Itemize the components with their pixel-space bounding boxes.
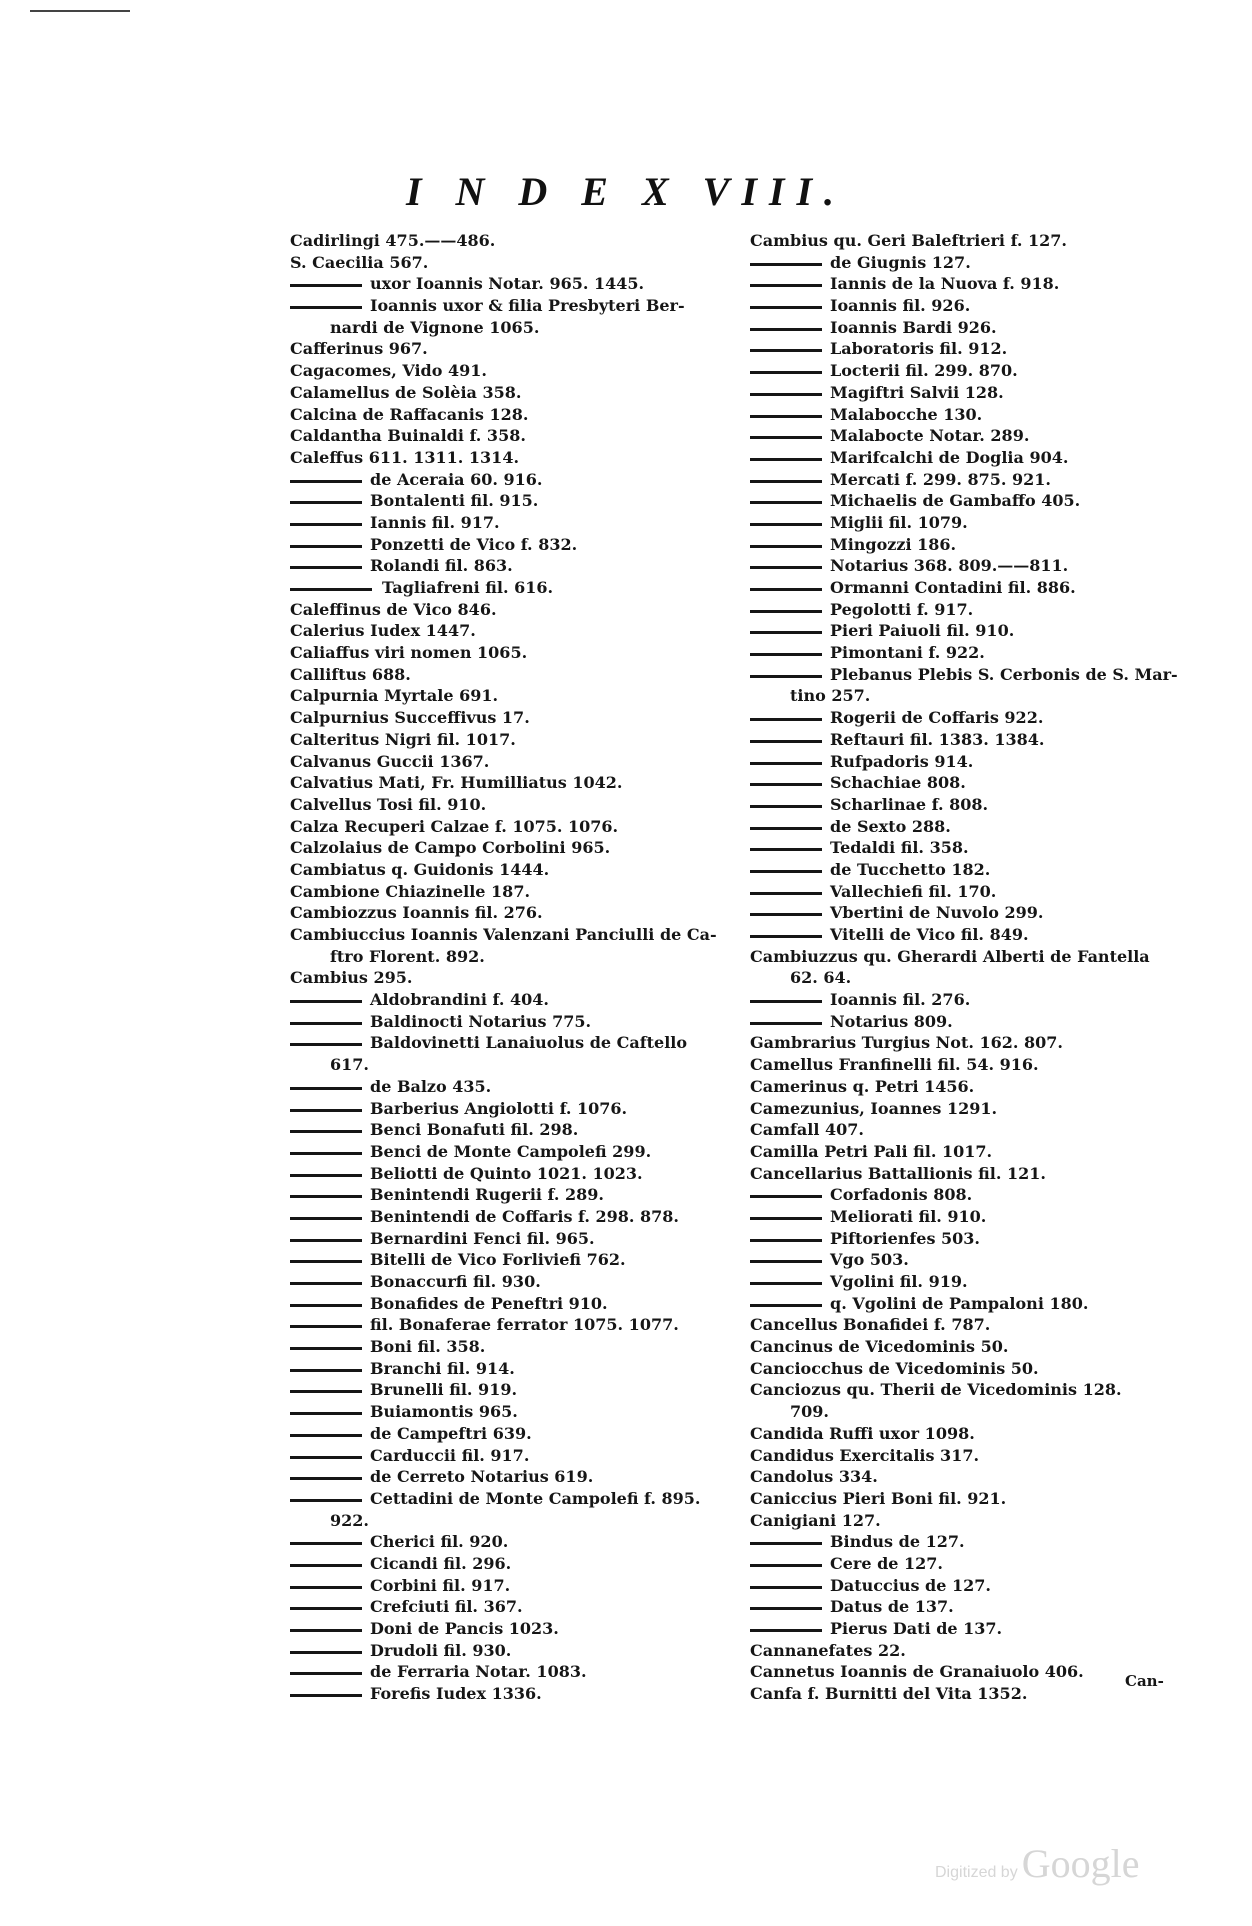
index-entry: Carduccii fil. 917. — [290, 1445, 730, 1467]
index-entry: Schachiae 808. — [750, 772, 1170, 794]
index-entry: Barberius Angiolotti f. 1076. — [290, 1098, 730, 1120]
index-entry: Malabocche 130. — [750, 404, 1170, 426]
index-entry: Tedaldi fil. 358. — [750, 837, 1170, 859]
index-entry: Forefis Iudex 1336. — [290, 1683, 730, 1705]
page-header — [0, 168, 1252, 215]
index-entry: Cambiozzus Ioannis fil. 276. — [290, 903, 543, 923]
index-left-column — [290, 230, 730, 1705]
index-entry: Benintendi Rugerii f. 289. — [290, 1184, 730, 1206]
index-entry: Cancellus Bonafidei f. 787. — [750, 1315, 991, 1335]
index-entry: Cadirlingi 475.——486. — [290, 231, 496, 250]
index-entry: Baldinocti Notarius 775. — [290, 1011, 730, 1033]
index-entry: Cannanefates 22. — [750, 1640, 906, 1660]
index-entry: Baldovinetti Lanaiuolus de Caftello — [290, 1032, 730, 1054]
index-entry: Datus de 137. — [750, 1596, 1170, 1618]
index-entry: Cambiuzzus qu. Gherardi Alberti de Fantella — [750, 946, 1150, 966]
index-entry: Bitelli de Vico Forliviefi 762. — [290, 1249, 730, 1271]
index-entry: Aldobrandini f. 404. — [290, 989, 730, 1011]
index-entry: Bonafides de Peneftri 910. — [290, 1293, 730, 1315]
index-entry: Meliorati fil. 910. — [750, 1206, 1170, 1228]
index-entry: Buiamontis 965. — [290, 1401, 730, 1423]
index-entry: Ormanni Contadini fil. 886. — [750, 577, 1170, 599]
index-entry: Drudoli fil. 930. — [290, 1640, 730, 1662]
index-entry: q. Vgolini de Pampaloni 180. — [750, 1293, 1170, 1315]
index-entry: Calvanus Guccii 1367. — [290, 751, 490, 771]
index-entry: 62. 64. — [790, 968, 852, 988]
index-entry: 922. — [330, 1510, 369, 1530]
index-entry: Calerius Iudex 1447. — [290, 621, 476, 641]
index-entry: Cere de 127. — [750, 1553, 1170, 1575]
index-entry: Cettadini de Monte Campolefi f. 895. — [290, 1488, 730, 1510]
index-entry: Camerinus q. Petri 1456. — [750, 1076, 975, 1096]
header-title: I N D E X — [405, 169, 681, 214]
index-entry: Crefciuti fil. 367. — [290, 1596, 730, 1618]
index-entry: Mingozzi 186. — [750, 534, 1170, 556]
watermark — [935, 1840, 1139, 1887]
index-entry: Canigiani 127. — [750, 1510, 881, 1530]
index-entry: de Sexto 288. — [750, 816, 1170, 838]
index-entry: Boni fil. 358. — [290, 1336, 730, 1358]
index-entry: Cambiatus q. Guidonis 1444. — [290, 859, 550, 879]
index-entry: Vbertini de Nuvolo 299. — [750, 902, 1170, 924]
index-entry: de Ferraria Notar. 1083. — [290, 1661, 730, 1683]
index-entry: Mercati f. 299. 875. 921. — [750, 469, 1170, 491]
index-entry: Camilla Petri Pali fil. 1017. — [750, 1141, 993, 1161]
index-right-column — [750, 230, 1178, 1705]
index-entry: Ioannis fil. 926. — [750, 295, 1170, 317]
index-entry: de Giugnis 127. — [750, 252, 1170, 274]
index-entry: de Campeftri 639. — [290, 1423, 730, 1445]
index-entry: Bernardini Fenci fil. 965. — [290, 1228, 730, 1250]
index-entry: Rolandi fil. 863. — [290, 555, 730, 577]
index-entry: Vallechiefi fil. 170. — [750, 881, 1170, 903]
index-entry: 617. — [330, 1055, 369, 1075]
index-entry: Calpurnia Myrtale 691. — [290, 686, 499, 706]
index-entry: Magiftri Salvii 128. — [750, 382, 1170, 404]
index-entry: Pierus Dati de 137. — [750, 1618, 1170, 1640]
index-entry: Cafferinus 967. — [290, 339, 428, 359]
index-entry: Benci Bonafuti fil. 298. — [290, 1119, 730, 1141]
index-entry: Vgolini fil. 919. — [750, 1271, 1170, 1293]
watermark-brand: Google — [1021, 1841, 1140, 1886]
index-entry: Cambius 295. — [290, 968, 413, 988]
index-entry: Plebanus Plebis S. Cerbonis de S. Mar- — [750, 664, 1170, 686]
index-entry: S. Caecilia 567. — [290, 252, 429, 272]
index-entry: Caleffus 611. 1311. 1314. — [290, 447, 520, 467]
watermark-prefix: Digitized by — [935, 1864, 1018, 1881]
index-entry: Datuccius de 127. — [750, 1575, 1170, 1597]
index-entry: Benintendi de Coffaris f. 298. 878. — [290, 1206, 730, 1228]
index-entry: Canciozus qu. Therii de Vicedominis 128. — [750, 1380, 1122, 1400]
index-entry: tino 257. — [790, 686, 871, 706]
index-entry: Calvatius Mati, Fr. Humilliatus 1042. — [290, 773, 623, 793]
index-entry: fil. Bonaferae ferrator 1075. 1077. — [290, 1314, 730, 1336]
index-entry: Ioannis uxor & filia Presbyteri Ber- — [290, 295, 730, 317]
index-entry: Reftauri fil. 1383. 1384. — [750, 729, 1170, 751]
index-entry: Cherici fil. 920. — [290, 1531, 730, 1553]
index-entry: Bindus de 127. — [750, 1531, 1170, 1553]
index-entry: Cambius qu. Geri Baleftrieri f. 127. — [750, 231, 1067, 250]
index-entry: Calza Recuperi Calzae f. 1075. 1076. — [290, 816, 619, 836]
index-entry: Gambrarius Turgius Not. 162. 807. — [750, 1033, 1063, 1053]
index-entry: Calzolaius de Campo Corbolini 965. — [290, 838, 611, 858]
index-entry: Bontalenti fil. 915. — [290, 490, 730, 512]
index-entry: ftro Florent. 892. — [330, 946, 485, 966]
index-entry: Brunelli fil. 919. — [290, 1379, 730, 1401]
catchword: Can- — [1125, 1672, 1164, 1690]
index-entry: Cambione Chiazinelle 187. — [290, 881, 531, 901]
index-entry: Calamellus de Solèia 358. — [290, 382, 522, 402]
index-entry: Canfa f. Burnitti del Vita 1352. — [750, 1684, 1028, 1704]
index-entry: Bonaccurfi fil. 930. — [290, 1271, 730, 1293]
index-entry: Vgo 503. — [750, 1249, 1170, 1271]
index-entry: Candidus Exercitalis 317. — [750, 1445, 980, 1465]
index-entry: Pieri Paiuoli fil. 910. — [750, 620, 1170, 642]
index-entry: Rogerii de Coffaris 922. — [750, 707, 1170, 729]
index-entry: 709. — [790, 1402, 829, 1422]
index-entry: Corbini fil. 917. — [290, 1575, 730, 1597]
index-entry: Caniccius Pieri Boni fil. 921. — [750, 1488, 1007, 1508]
scan-edge-mark — [30, 10, 130, 12]
index-entry: Malabocte Notar. 289. — [750, 425, 1170, 447]
index-entry: Cicandi fil. 296. — [290, 1553, 730, 1575]
index-entry: Pegolotti f. 917. — [750, 599, 1170, 621]
index-entry: Caliaffus viri nomen 1065. — [290, 643, 528, 663]
index-entry: Miglii fil. 1079. — [750, 512, 1170, 534]
index-entry: Canciocchus de Vicedominis 50. — [750, 1358, 1039, 1378]
index-entry: Scharlinae f. 808. — [750, 794, 1170, 816]
header-roman: VIII. — [702, 169, 847, 214]
index-entry: Michaelis de Gambaffo 405. — [750, 490, 1170, 512]
index-entry: uxor Ioannis Notar. 965. 1445. — [290, 273, 730, 295]
index-entry: Ponzetti de Vico f. 832. — [290, 534, 730, 556]
index-entry: Vitelli de Vico fil. 849. — [750, 924, 1170, 946]
index-entry: Beliotti de Quinto 1021. 1023. — [290, 1163, 730, 1185]
index-entry: Ioannis Bardi 926. — [750, 317, 1170, 339]
index-entry: Calliftus 688. — [290, 664, 411, 684]
index-entry: Notarius 368. 809.——811. — [750, 555, 1170, 577]
index-entry: de Cerreto Notarius 619. — [290, 1466, 730, 1488]
index-entry: Camezunius, Ioannes 1291. — [750, 1098, 998, 1118]
index-entry: Calcina de Raffacanis 128. — [290, 404, 529, 424]
index-entry: Iannis de la Nuova f. 918. — [750, 273, 1170, 295]
index-entry: Notarius 809. — [750, 1011, 1170, 1033]
index-entry: Doni de Pancis 1023. — [290, 1618, 730, 1640]
index-entry: Calpurnius Succeffivus 17. — [290, 708, 530, 728]
index-entry: Cagacomes, Vido 491. — [290, 361, 487, 381]
index-entry: Candolus 334. — [750, 1467, 878, 1487]
index-entry: de Tucchetto 182. — [750, 859, 1170, 881]
index-entry: Tagliafreni fil. 616. — [290, 577, 730, 599]
index-entry: Laboratoris fil. 912. — [750, 338, 1170, 360]
index-entry: Caleffinus de Vico 846. — [290, 599, 497, 619]
index-entry: Caldantha Buinaldi f. 358. — [290, 426, 526, 446]
index-entry: Piftorienfes 503. — [750, 1228, 1170, 1250]
index-entry: de Balzo 435. — [290, 1076, 730, 1098]
index-entry: Branchi fil. 914. — [290, 1358, 730, 1380]
index-entry: Benci de Monte Campolefi 299. — [290, 1141, 730, 1163]
index-entry: Cambiuccius Ioannis Valenzani Panciulli de Ca- — [290, 925, 717, 944]
index-entry: Pimontani f. 922. — [750, 642, 1170, 664]
index-entry: Camellus Franfinelli fil. 54. 916. — [750, 1055, 1039, 1075]
index-entry: Cancinus de Vicedominis 50. — [750, 1337, 1009, 1357]
index-entry: Corfadonis 808. — [750, 1184, 1170, 1206]
index-entry: Camfall 407. — [750, 1120, 864, 1140]
index-entry: Calvellus Tosi fil. 910. — [290, 794, 487, 814]
index-entry: Marifcalchi de Doglia 904. — [750, 447, 1170, 469]
index-entry: Candida Ruffi uxor 1098. — [750, 1423, 975, 1443]
index-entry: Ioannis fil. 276. — [750, 989, 1170, 1011]
index-entry: de Aceraia 60. 916. — [290, 469, 730, 491]
index-entry: Iannis fil. 917. — [290, 512, 730, 534]
index-entry: nardi de Vignone 1065. — [330, 317, 540, 337]
index-entry: Rufpadoris 914. — [750, 751, 1170, 773]
index-entry: Cancellarius Battallionis fil. 121. — [750, 1163, 1046, 1183]
index-entry: Locterii fil. 299. 870. — [750, 360, 1170, 382]
index-entry: Cannetus Ioannis de Granaiuolo 406. — [750, 1662, 1084, 1682]
index-entry: Calteritus Nigri fil. 1017. — [290, 729, 516, 749]
